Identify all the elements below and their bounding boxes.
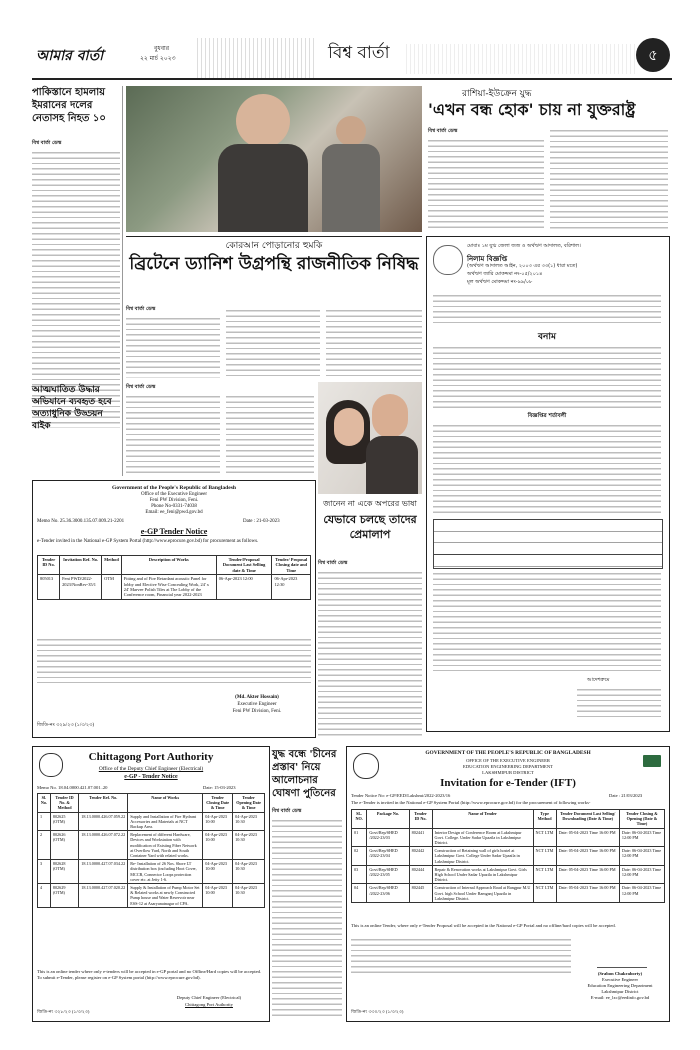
egp2-notice: e-GP - Tender Notice xyxy=(124,774,178,780)
egp-feni-notice xyxy=(32,480,316,738)
auction-notice xyxy=(426,236,670,732)
egp3-th: Tender ID No. xyxy=(409,810,432,829)
egp3-footnote: This is an online Tender, where only e-Tender Proposal will be accepted in the National e-GP Portal and no offline/hard copies will be accepted. xyxy=(351,923,616,928)
egp3-th: SL. NO. xyxy=(352,810,367,829)
egp2-memo: Memo No. 18.04.0000.421.07.001..20 xyxy=(37,785,108,790)
egp1-sign-title: Executive Engineer xyxy=(237,702,277,707)
mid-story-body-2 xyxy=(226,308,320,378)
egp1-office: Office of the Executive Engineer xyxy=(141,492,207,497)
egp3-th: Tender Closing & Opening (Date & Time) xyxy=(619,810,664,829)
egp1-th: Method xyxy=(102,556,122,575)
egp1-table xyxy=(37,555,311,600)
notice-terms xyxy=(433,423,661,513)
egp2-row: 3 802628 (OTM) 18.13.0000.427.07.034.22 Re- Installation of 26 Nos. Shore LT distribution box (including Hoot Cover, MCCB, Connector Loops protection cover etc. at Jetty 1-6. 04-Apr-2023 10:00 04-Apr-2023 10:30 xyxy=(38,860,265,884)
person2-body xyxy=(322,144,380,232)
small-story-byline: বিশ্ব বার্তা ডেস্ক xyxy=(126,384,156,390)
egp3-sign-dept: Education Engineering Department xyxy=(587,983,653,988)
egp3-title: Invitation for e-Tender (IFT) xyxy=(440,777,576,789)
top-story-kicker: রাশিয়া-ইউক্রেন যুদ্ধ xyxy=(462,89,532,99)
top-story-byline: বিশ্ব বার্তা ডেস্ক xyxy=(428,128,458,134)
war-story-body xyxy=(272,818,342,1016)
egp1-td: Fitting and of Fire Retardant acoustic Panel for lobby and Elective Wise Concealing Work, 24' x 24' Marvee Polish Tiles at The Lobby of the Conference room, Financial year 2022-2023 xyxy=(121,575,216,600)
egp2-th: Name of Works xyxy=(128,794,203,813)
egp2-row: 4 802629 (OTM) 18.13.0000.427.07.020.22 Supply & Installation of Pump Motor Set & Related works at newly Constructed Pump house and Water Reservoir near ESS-12 at Asaryanatnagar of CPA. 04-Apr-2023 10:00 04-Apr-2023 10:30 xyxy=(38,884,265,908)
war-story-headline: যুদ্ধ বন্ধে 'চীনের প্রস্তাব' নিয়ে আলোচনার ঘোষণা পুতিনের xyxy=(272,749,337,799)
masthead-logo: আমার বার্তা xyxy=(36,48,104,64)
egp3-intro: The e-Tender is invited in the National e-GP System Portal (http://www.eprocure.gov.bd) for the procurement of following works- xyxy=(351,800,591,805)
notice-line1: মোবাঃ ১ম যুগ্ম জেলা জজ ও অর্থঋণ আদালত, বরিশাল। xyxy=(467,243,581,249)
egp3-th: Tender Document Last Selling/ Downloading (Date & Time) xyxy=(556,810,619,829)
egp2-sign-title: Deputy Chief Engineer (Electrical) xyxy=(176,995,242,1000)
egp2-th: Tender Closing Date & Time xyxy=(203,794,233,813)
egp-lakshmipur-notice xyxy=(346,746,670,1022)
egp3-sign-dist: Lakshmipur District xyxy=(601,989,639,994)
mid-story-rule xyxy=(126,236,422,237)
egp1-td: 06-Apr-2023 12:00 xyxy=(216,575,272,600)
mid-story-body-3 xyxy=(326,308,422,378)
mid-story-kicker: কোরআন পোড়ানোর হুমকি xyxy=(225,241,323,251)
egp2-th: Sl. No. xyxy=(38,794,51,813)
egp2-sign-org: Chittagong Port Authority xyxy=(185,1002,233,1007)
egp3-dept: EDUCATION ENGINEERING DEPARTMENT xyxy=(463,764,553,769)
egp2-row: 2 802626 (OTM) 18.13.0000.426.07.072.22 Replacement of different Hardware, Devices and Workstation with modification of Existing Fiber Network at Overflow Yard, North and South Container Yard with related works. 04-Apr-2023 10:00 04-Apr-2023 10:30 xyxy=(38,831,265,860)
egp3-th: Type Method xyxy=(533,810,556,829)
notice-body xyxy=(433,345,661,409)
column-divider xyxy=(122,86,123,476)
egp2-th: Tender ID No. & Method xyxy=(50,794,78,813)
section-title: বিশ্ব বার্তা xyxy=(328,43,390,63)
egp3-row: 03 Govt/Rep/SHED /2022-23/05 802444 Repair & Renovation works at Lakshmipur Govt. Girls High School Under Sadar Upazila in Lakshmipur District. NCT LTM Date: 05-04-2023 Time 16:00 PM Date: 06-04-2023 Time 12:00 PM xyxy=(352,865,665,884)
notice-title: নিলাম বিজ্ঞপ্তি xyxy=(467,255,508,263)
egp1-td: 805013 xyxy=(38,575,60,600)
egp1-date: Date : 21-03-2023 xyxy=(243,519,280,524)
egp3-office: OFFICE OF THE EXECUTIVE ENGINEER xyxy=(466,758,550,763)
egp1-th: Tender ID No. xyxy=(38,556,60,575)
couple-photo xyxy=(318,382,422,494)
page-number: ৫ xyxy=(636,38,670,72)
notice-line2: (অর্থঋণ আদালত আইন, ২০০৩ এর ৩৩(১) ধারা মতে) xyxy=(467,263,578,269)
notice-sub: বিজ্ঞপ্তির শর্তাবলী xyxy=(527,413,567,419)
egp2-footer: জিডি-নং ৩২৮/২৩ (১/৩/২৩) xyxy=(37,1009,90,1014)
egp3-th: Name of Tender xyxy=(432,810,533,829)
war-story-byline: বিশ্ব বার্তা ডেস্ক xyxy=(272,808,302,814)
egp3-date: Date : 21/03/2023 xyxy=(609,793,643,798)
masthead xyxy=(32,38,672,82)
notice-seal xyxy=(433,245,463,275)
egp1-td: Feni PWD/2022-2023/NonRev-35/1 xyxy=(60,575,102,600)
masthead-day: বুধবার xyxy=(154,45,170,52)
egp1-title: e-GP Tender Notice xyxy=(140,527,208,536)
egp3-footer: জিডি-নং ৩৩০/২৩ (১/৩/২৩) xyxy=(351,1009,404,1014)
egp3-table xyxy=(351,809,665,903)
egp1-intro: e-Tender invited in the National e-GP System Portal (http://www.eprocure.gov.bd) for procurement as follows. xyxy=(37,539,259,544)
egp3-signature xyxy=(597,955,647,968)
egp1-th: Description of Works xyxy=(121,556,216,575)
top-photo xyxy=(126,86,422,232)
egp2-th: Tender Opening Date & Time xyxy=(233,794,265,813)
top-story-headline: 'এখন বন্ধ হোক' চায় না যুক্তরাষ্ট্র xyxy=(428,100,636,119)
person-body xyxy=(218,144,308,232)
notice-parties xyxy=(433,293,661,323)
masthead-pattern xyxy=(406,44,636,74)
notice-sign: আদেশক্রমে xyxy=(587,677,610,683)
egp3-notice-no: Tender Notice No: e-GP/EED/Lakshmi/2022-2023/16 xyxy=(351,793,451,798)
egp3-sign-name: (Srabon Chakraborty) xyxy=(597,971,643,976)
notice-table xyxy=(433,519,663,569)
egp2-row: 1 802625 (OTM) 18.13.0000.426.07.059.22 Supply and Installation of Fire Hydrant Accessories and Materials at NCT Backup Area. 04-Apr-2023 10:00 04-Apr-2023 10:30 xyxy=(38,812,265,831)
egp3-row: 01 Govt/Rep/SHED /2022-23/03 802441 Interior Design of Conference Room at Lakshmipur Govt. College. Under Sadar Upazila in Lakshmipur District. NCT LTM Date: 05-04-2023 Time 16:00 PM Date: 06-04-2023 Time 12:00 PM xyxy=(352,828,665,847)
egp2-th: Tender Ref. No. xyxy=(79,794,128,813)
egp3-terms xyxy=(351,937,571,973)
egp3-row: 04 Govt/Rep/SHED /2022-23/06 802445 Construction of Internal Approach Road at Rangpur M.U Govt. high School Under Ramganj Upazila in Lakshmipur District. NCT LTM Date: 05-04-2023 Time 16:00 PM Date: 06-04-2023 Time 12:00 PM xyxy=(352,884,665,903)
egp1-terms xyxy=(37,637,311,683)
egp1-sign-name: (Md. Akter Hossain) xyxy=(235,695,279,700)
egp3-sign-title: Executive Engineer xyxy=(601,977,639,982)
mid-story-body-1 xyxy=(126,316,220,378)
small-story-headline: আত্মঘাতিত উদ্ধার অভিযানে ব্যবহৃত হবে অত্যাধুনিক উড্ডয়ন বাইক xyxy=(32,385,112,431)
top-story-body-2 xyxy=(550,128,668,232)
mid-story-headline: ব্রিটেনে ড্যানিশ উগ্রপন্থি রাজনীতিক নিষিদ্ধ xyxy=(129,254,419,274)
masthead-rule xyxy=(32,78,672,80)
egp-chittagong-notice xyxy=(32,746,270,1022)
small-story-body-2 xyxy=(226,394,314,476)
love-story-byline: বিশ্ব বার্তা ডেস্ক xyxy=(318,560,348,566)
top-story-body-1 xyxy=(428,138,544,232)
egp2-date: Date: 15-03-2023 xyxy=(203,785,236,790)
small-story-body-1 xyxy=(126,394,220,476)
woman-face xyxy=(334,408,364,446)
egp2-office: Office of the Deputy Chief Engineer (Electrical) xyxy=(98,766,204,772)
person-head xyxy=(236,94,290,148)
notice-line3: অর্থঋণ জারি মোকদ্দমা নং-০৫/২০১৪ xyxy=(467,271,543,277)
egp1-th: Tender/ Proposal Closing date and Time xyxy=(272,556,311,575)
masthead-divider xyxy=(197,38,317,78)
egp1-td: 06-Apr-2023 12:30 xyxy=(272,575,311,600)
egp1-footer: জিডি-নং ৩২৯/২৩ (১/৩/২৩) xyxy=(37,723,95,728)
left-story-headline: পাকিস্তানে হামলায় ইমরানের দলের নেতাসহ নিহত ১০ xyxy=(32,87,106,124)
notice-line4: মূল অর্থঋণ মোকদ্দমা নং-৯৯/০৮ xyxy=(467,279,533,285)
egp1-phone: Phone No-0331-74038 xyxy=(151,504,197,509)
egp1-sign-div: Feni PW Division, Feni. xyxy=(232,709,282,714)
egp1-memo: Memo No. 25.36.3000.135.07.009.21-2201 xyxy=(37,519,125,524)
love-story-kicker: জানেন না একে অপরের ভাষা xyxy=(323,499,417,508)
egp1-gov: Government of the People's Republic of Bangladesh xyxy=(112,485,236,491)
egp3-gov: GOVERNMENT OF THE PEOPLE'S REPUBLIC OF BANGLADESH xyxy=(425,750,591,756)
egp1-th: Tender/Proposal Document Last Selling date & Time xyxy=(216,556,272,575)
egp3-dist: LAKSHMIPUR DISTRICT xyxy=(482,770,534,775)
notice-vs: বনাম xyxy=(538,332,556,342)
egp3-sign-email: E-mail: ee_lxc@eedinfo.gov.bd xyxy=(590,995,650,1000)
egp1-div: Feni PW Division, Feni. xyxy=(149,498,199,503)
egp2-footnote: This is an online tender where only e-tenders will be accepted in e-GP portal and no Offline/Hard copies will be accepted. To submit e-Tender, please register on e-GP System portal (http://www.eprocure.gov.bd). xyxy=(37,969,262,980)
egp1-th: Invitation Ref. No. xyxy=(60,556,102,575)
man-body xyxy=(366,436,418,494)
mid-story-byline: বিশ্ব বার্তা ডেস্ক xyxy=(126,306,156,312)
egp1-td: OTM xyxy=(102,575,122,600)
love-story-headline: যেভাবে চলছে তাদের প্রেমালাপ xyxy=(323,513,417,541)
notice-terms-2 xyxy=(433,571,661,671)
person2-head xyxy=(336,116,366,146)
notice-sign-block xyxy=(577,687,661,717)
egp3-row: 02 Govt/Rep/SHED /2022-23/04 802442 Construction of Retaining wall of girls hostel at Lakshmipur Govt. College Under Sadar Upazila in Lakshmipur District. NCT LTM Date: 05-04-2023 Time 16:00 PM Date: 06-04-2023 Time 12:00 PM xyxy=(352,847,665,866)
egp1-email: Email: ee_feni@pwd.gov.bd xyxy=(145,510,203,515)
love-story-body xyxy=(318,570,422,736)
masthead-date: ২২ মার্চ ২০২৩ xyxy=(140,55,176,62)
egp3-th: Package No. xyxy=(367,810,409,829)
man-face xyxy=(372,394,408,438)
left-story-byline: বিশ্ব বার্তা ডেস্ক xyxy=(32,140,62,146)
egp2-title: Chittagong Port Authority xyxy=(88,751,214,763)
egp2-table xyxy=(37,793,265,908)
